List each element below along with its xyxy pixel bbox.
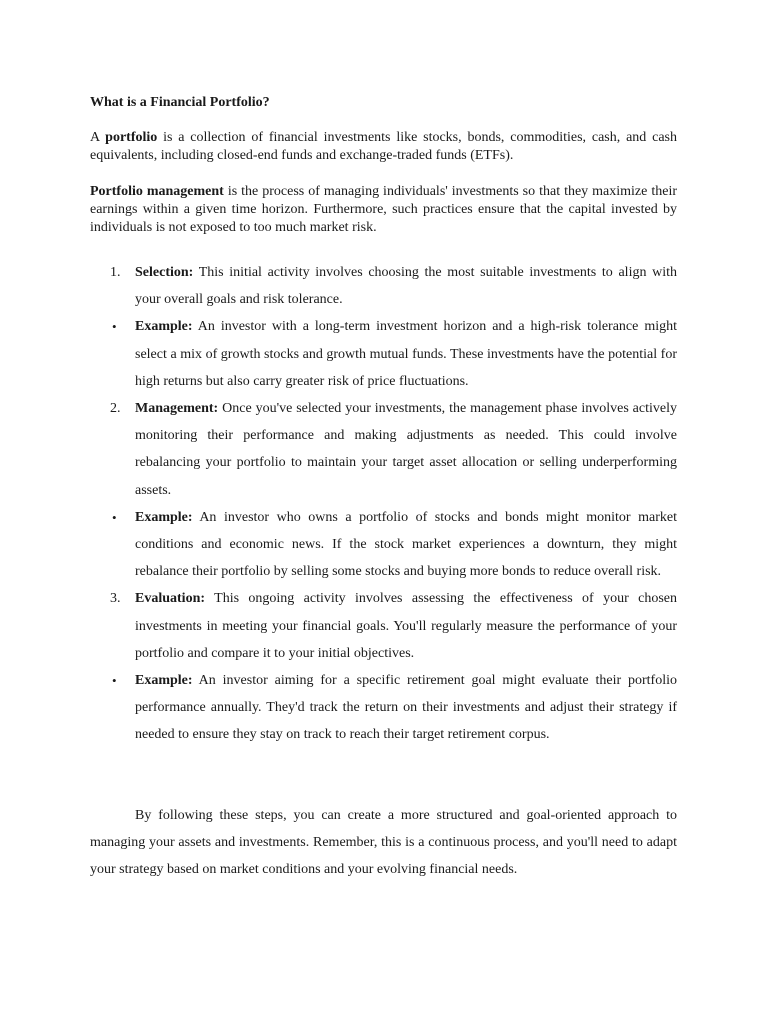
item-text: An investor aiming for a specific retirement goal might evaluate their portfolio performance annually. They'd track the return on their investments and adjust their strategy if needed to ensure they stay on track to reach their target retirement corpus. — [135, 673, 677, 743]
list-item-management — [90, 395, 677, 504]
item-label: Evaluation: — [135, 591, 206, 607]
list-item-evaluation-example — [90, 667, 677, 749]
item-text: Once you've selected your investments, the management phase involves actively monitoring their performance and making adjustments as needed. This could involve rebalancing your portfolio to maintain your target asset allocation or selling underperforming assets. — [135, 401, 677, 498]
item-text: This ongoing activity involves assessing the effectiveness of your chosen investments in meeting your financial goals. You'll regularly measure the performance of your portfolio and compare it to your initial objectives. — [135, 591, 677, 661]
list-item-evaluation — [90, 585, 677, 667]
bullet-icon: • — [112, 673, 117, 689]
list-marker: 1. — [110, 265, 121, 280]
bullet-icon: • — [112, 509, 117, 525]
intro-text: is a collection of financial investments like stocks, bonds, commodities, cash, and cash equivalents, including closed-end funds and exchange-traded funds (ETFs). — [90, 130, 677, 163]
item-text: An investor with a long-term investment horizon and a high-risk tolerance might select a mix of growth stocks and growth mutual funds. These investments have the potential for high returns but also carry greater risk of price fluctuations. — [135, 319, 677, 389]
item-text: This initial activity involves choosing the most suitable investments to align with your overall goals and risk tolerance. — [135, 265, 677, 308]
list-item-selection-example — [90, 313, 677, 395]
management-term: Portfolio management — [90, 184, 224, 199]
list-marker: 3. — [110, 591, 121, 607]
list-marker: 2. — [110, 401, 121, 417]
list-item-selection — [90, 259, 677, 313]
intro-paragraph — [90, 129, 677, 165]
item-label: Management: — [135, 401, 219, 417]
list-item-management-example — [90, 504, 677, 586]
item-text: An investor who owns a portfolio of stocks and bonds might monitor market conditions and economic news. If the stock market experiences a downturn, they might rebalance their portfolio by selling some stocks and buying more bonds to reduce overall risk. — [135, 509, 677, 580]
item-label: Selection: — [135, 265, 194, 280]
management-text: is the process of managing individuals' investments so that they maximize their earnings within a given time horizon. Furthermore, such practices ensure that the capital invested by individuals is not exposed to too much market risk. — [90, 184, 677, 235]
intro-term: portfolio — [105, 130, 158, 145]
closing-paragraph: By following these steps, you can create a more structured and goal-oriented approach to managing your assets and investments. Remember, this is a continuous process, and you'll need to adapt your strategy based on market conditions and your evolving financial needs. — [90, 808, 677, 878]
management-definition-paragraph — [90, 183, 677, 237]
bullet-icon: • — [112, 319, 117, 335]
item-label: Example: — [135, 673, 193, 689]
steps-list — [90, 259, 677, 749]
item-label: Example: — [135, 319, 193, 335]
item-label: Example: — [135, 509, 193, 525]
intro-lead: A — [90, 130, 106, 145]
document-title: What is a Financial Portfolio? — [90, 95, 270, 110]
